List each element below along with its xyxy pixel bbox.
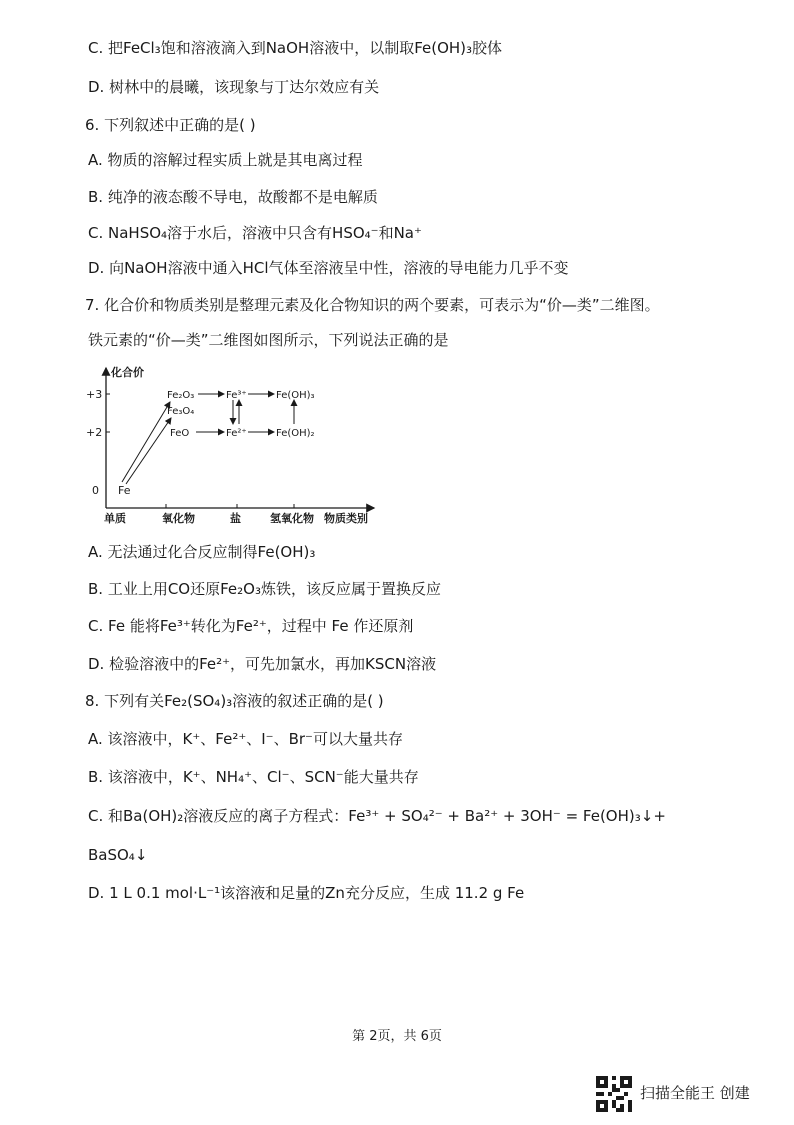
q5-option-c: C. 把FeCl₃饱和溶液滴入到NaOH溶液中，以制取Fe(OH)₃胶体 [88,39,503,57]
q6-stem: 6. 下列叙述中正确的是( ) [85,116,256,134]
node-feoh2: Fe(OH)₂ [276,428,315,439]
q6-option-a: A. 物质的溶解过程实质上就是其电离过程 [88,151,363,169]
qr-code-icon [596,1076,632,1112]
y-axis-label: 化合价 [111,366,144,379]
q6-option-d: D. 向NaOH溶液中通入HCl气体至溶液呈中性，溶液的导电能力几乎不变 [88,259,569,277]
y-tick-zero: 0 [92,484,99,497]
q5-option-d: D. 树林中的晨曦，该现象与丁达尔效应有关 [88,78,380,96]
q6-option-c: C. NaHSO₄溶于水后，溶液中只含有HSO₄⁻和Na⁺ [88,224,422,242]
arrow-fe-fe2o3 [122,402,170,482]
q8-option-d: D. 1 L 0.1 mol·L⁻¹该溶液和足量的Zn充分反应，生成 11.2 g Fe [88,884,525,902]
q8-option-a: A. 该溶液中，K⁺、Fe²⁺、I⁻、Br⁻可以大量共存 [88,730,403,748]
q8-stem: 8. 下列有关Fe₂(SO₄)₃溶液的叙述正确的是( ) [85,692,384,710]
node-feoh3: Fe(OH)₃ [276,390,315,401]
q7-option-b: B. 工业上用CO还原Fe₂O₃炼铁，该反应属于置换反应 [88,580,441,598]
y-tick-plus2: +2 [86,426,103,439]
node-fe: Fe [118,484,131,497]
node-fe2plus: Fe²⁺ [226,428,247,439]
x-tick-salt: 盐 [230,512,241,525]
scanner-watermark: 扫描全能王 创建 [640,1084,750,1102]
x-tick-hydroxide: 氢氧化物 [270,512,314,525]
valence-class-diagram [84,360,394,532]
node-feo: FeO [170,428,190,439]
q8-option-c-line2: BaSO₄↓ [88,846,148,864]
node-fe3o4: Fe₃O₄ [167,406,195,417]
q7-stem-line1: 7. 化合价和物质类别是整理元素及化合物知识的两个要素，可表示为“价—类”二维图。 [85,296,660,314]
node-fe2o3: Fe₂O₃ [167,390,195,401]
x-tick-oxide: 氧化物 [162,512,195,525]
page-number-footer: 第 2页，共 6页 [352,1029,442,1044]
q8-option-c-line1: C. 和Ba(OH)₂溶液反应的离子方程式：Fe³⁺ + SO₄²⁻ + Ba²⁺ + 3OH⁻ = Fe(OH)₃↓+ [88,807,666,825]
q6-option-b: B. 纯净的液态酸不导电，故酸都不是电解质 [88,188,378,206]
node-fe3plus: Fe³⁺ [226,390,247,401]
y-tick-plus3: +3 [86,388,103,401]
x-tick-element: 单质 [104,512,126,525]
q7-option-c: C. Fe 能将Fe³⁺转化为Fe²⁺，过程中 Fe 作还原剂 [88,617,414,635]
q7-option-a: A. 无法通过化合反应制得Fe(OH)₃ [88,543,316,561]
x-axis-title: 物质类别 [324,512,368,525]
q8-option-b: B. 该溶液中，K⁺、NH₄⁺、Cl⁻、SCN⁻能大量共存 [88,768,419,786]
arrow-fe-fe3o4 [126,418,171,484]
q7-option-d: D. 检验溶液中的Fe²⁺，可先加氯水，再加KSCN溶液 [88,655,437,673]
q7-stem-line2: 铁元素的“价—类”二维图如图所示，下列说法正确的是 [88,331,449,349]
